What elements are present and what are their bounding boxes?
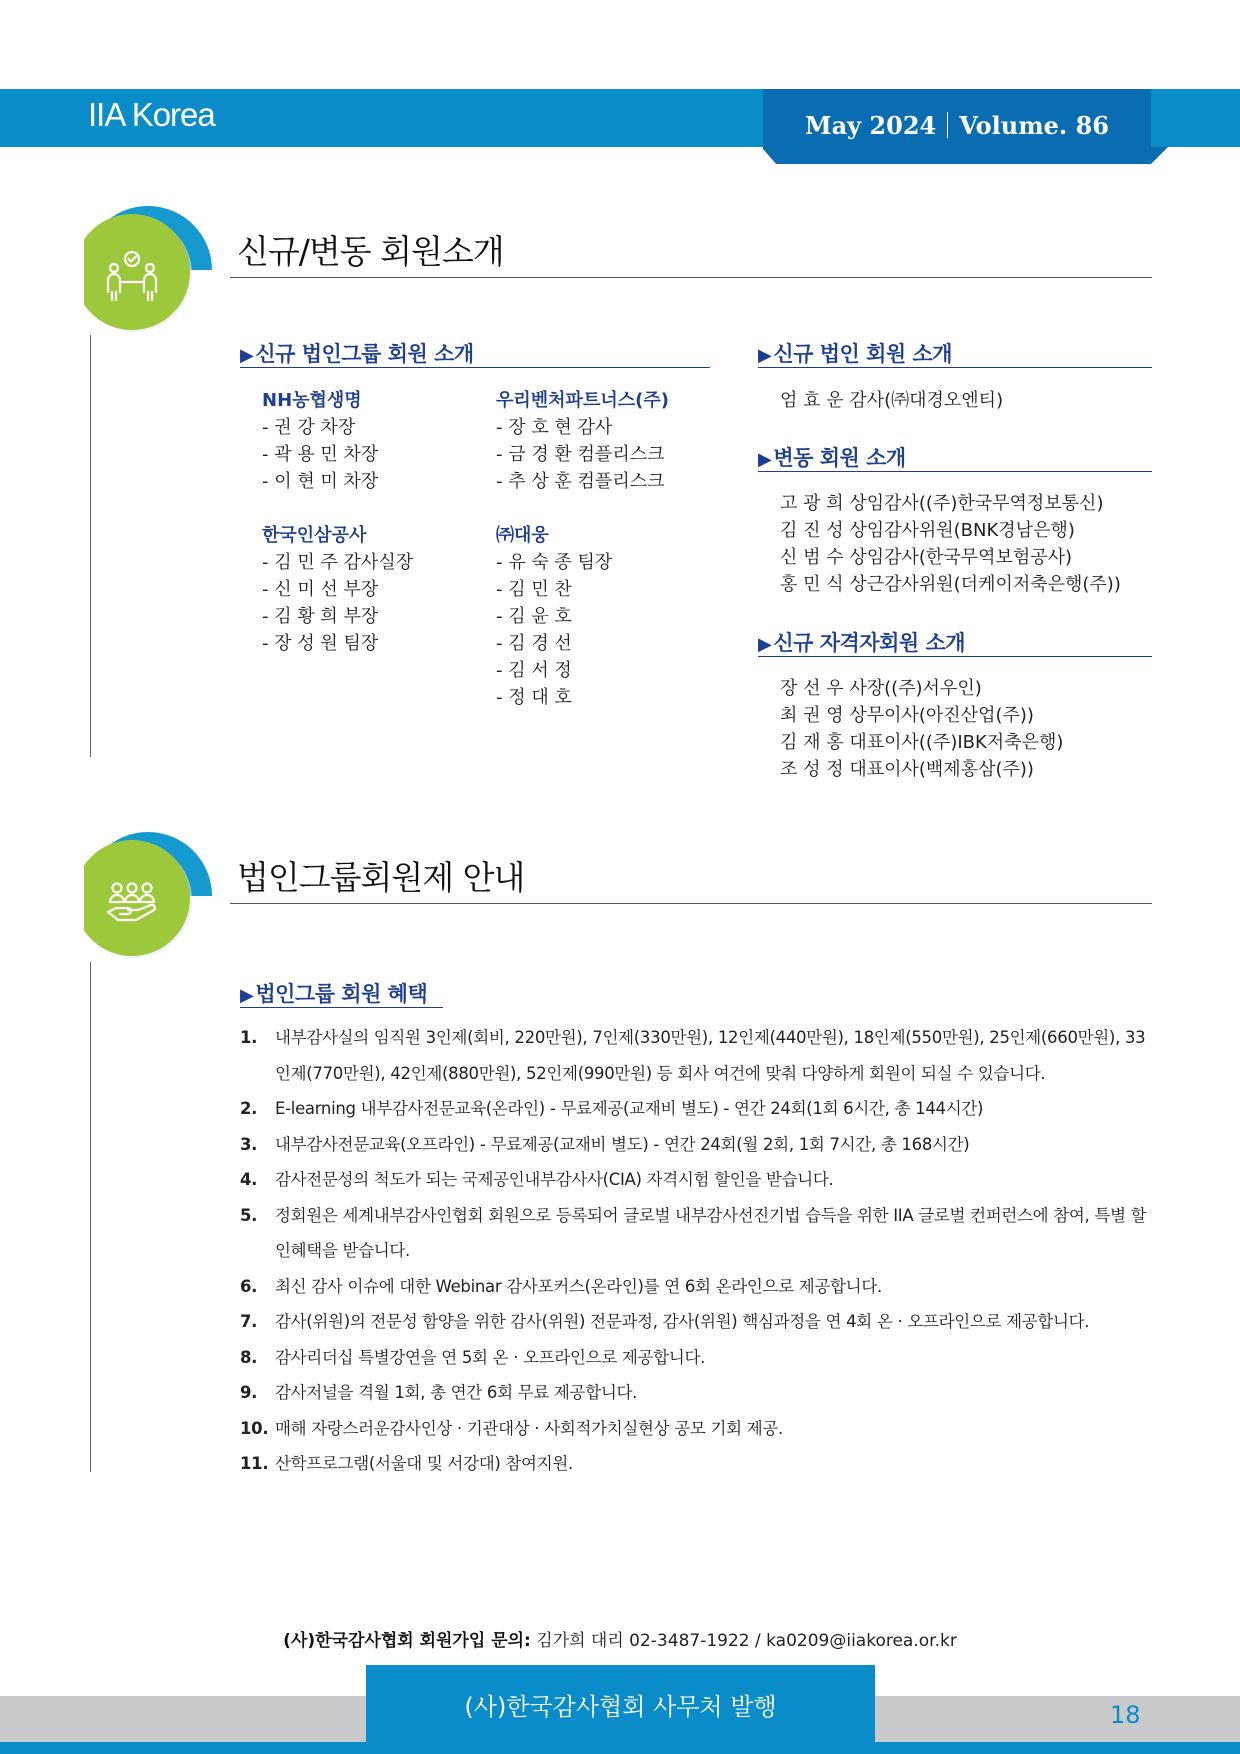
section-divider (230, 277, 1152, 278)
item-number: 4. (240, 1170, 258, 1189)
list-item (240, 1091, 1153, 1127)
subheading-qualified-members: ▶ 신규 자격자회원 소개 (758, 627, 965, 657)
list-item: - 이 현 미 차장 (262, 471, 379, 492)
list-gap (262, 495, 413, 522)
brand-title: IIA Korea (88, 96, 215, 133)
list-item: 김 재 홍 대표이사((주)IBK저축은행) (780, 732, 1064, 753)
item-number: 3. (240, 1134, 258, 1154)
list-item: 고 광 희 상임감사((주)한국무역정보통신) (780, 493, 1104, 514)
company-name: ㈜대웅 (496, 525, 549, 546)
subheading-underline (240, 1007, 443, 1008)
company-name: 우리벤처파트너스(주) (496, 390, 669, 411)
page-number: 18 (1110, 1701, 1141, 1729)
group-member-list-col2 (496, 387, 669, 711)
list-item: - 김 윤 호 (496, 606, 572, 627)
item-number: 9. (240, 1383, 258, 1402)
list-item: 엄 효 운 감사(㈜대경오엔티) (780, 390, 1004, 411)
qualified-member-list (780, 675, 1063, 783)
list-item: 장 선 우 사장((주)서우인) (780, 678, 982, 699)
subheading-underline (758, 471, 1152, 472)
list-item: 홍 민 식 상근감사위원(더케이저축은행(주)) (780, 574, 1121, 595)
corp-member-list (780, 387, 1003, 414)
list-item: 신 범 수 상임감사(한국무역보험공사) (780, 547, 1073, 568)
section-title-group-membership: 법인그룹회원제 안내 (237, 858, 525, 897)
list-item: 최 권 영 상무이사(아진산업(주)) (780, 705, 1034, 726)
footer-bottom-band (0, 1742, 1240, 1754)
item-text: 최신 감사 이슈에 대한 Webinar 감사포커스(온라인)를 연 6회 온라인으로 제공합니다. (275, 1276, 882, 1296)
item-number: 11. (240, 1454, 269, 1473)
list-item (240, 1127, 1153, 1163)
side-rule (90, 962, 91, 1472)
list-item: 김 진 성 상임감사위원(BNK경남은행) (780, 520, 1075, 541)
item-text: 감사(위원)의 전문성 함양을 위한 감사(위원) 전문과정, 감사(위원) 핵심과정을 연 4회 온 · 오프라인으로 제공합니다. (275, 1312, 1090, 1331)
item-text: E-learning 내부감사전문교육(온라인) - 무료제공(교재비 별도) - 연간 24회(1회 6시간, 총 144시간) (275, 1099, 984, 1118)
list-item: - 김 서 정 (496, 660, 572, 681)
list-item (240, 1304, 1153, 1340)
list-item: 조 성 정 대표이사(백제홍삼(주)) (780, 759, 1034, 780)
list-item (240, 1162, 1153, 1198)
list-item (240, 1446, 1153, 1482)
item-text: 감사저널을 격월 1회, 총 연간 6회 무료 제공합니다. (275, 1383, 638, 1402)
item-text: 감사전문성의 척도가 되는 국제공인내부감사사(CIA) 자격시험 할인을 받습니다. (275, 1170, 834, 1189)
publisher-box (366, 1665, 875, 1742)
item-number: 2. (240, 1099, 258, 1118)
item-text: 정회원은 세계내부감사인협회 회원으로 등록되어 글로벌 내부감사선진기법 습득을 위한 IIA 글로벌 컨퍼런스에 참여, 특별 할인혜택을 받습니다. (275, 1205, 1147, 1260)
section-title-members: 신규/변동 회원소개 (237, 232, 504, 271)
list-item: - 신 미 선 부장 (262, 579, 379, 600)
list-item: - 김 민 찬 (496, 579, 572, 600)
company-name: NH농협생명 (262, 390, 362, 411)
list-item (240, 1411, 1153, 1447)
item-number: 6. (240, 1276, 258, 1296)
list-item: - 유 숙 종 팀장 (496, 552, 613, 573)
list-item: - 장 호 현 감사 (496, 417, 613, 438)
subheading-changed-members: ▶ 변동 회원 소개 (758, 442, 906, 472)
list-item: - 추 상 훈 컴플리스크 (496, 471, 665, 492)
subheading-underline (758, 367, 1152, 368)
section-divider (230, 903, 1152, 904)
item-text: 매해 자랑스러운감사인상 · 기관대상 · 사회적가치실현상 공모 기회 제공. (275, 1418, 783, 1438)
item-text: 내부감사전문교육(오프라인) - 무료제공(교재비 별도) - 연간 24회(월 2회, 1회 7시간, 총 168시간) (275, 1134, 970, 1154)
item-number: 1. (240, 1028, 258, 1047)
contact-label: (사)한국감사협회 회원가입 문의: (283, 1631, 531, 1651)
list-item: - 금 경 환 컴플리스크 (496, 444, 665, 465)
item-number: 8. (240, 1347, 258, 1367)
list-item (240, 1340, 1153, 1376)
issue-box (763, 89, 1151, 164)
issue-volume: Volume. 86 (959, 111, 1109, 140)
list-item: - 곽 용 민 차장 (262, 444, 379, 465)
item-text: 산학프로그램(서울대 및 서강대) 참여지원. (275, 1454, 573, 1473)
list-gap (496, 495, 669, 522)
list-item: - 권 강 차장 (262, 417, 356, 438)
benefit-list (240, 1020, 1153, 1482)
list-item: - 김 황 희 부장 (262, 606, 379, 627)
group-member-list-col1 (262, 387, 413, 657)
issue-divider (947, 112, 948, 138)
changed-member-list (780, 490, 1121, 598)
list-item (240, 1020, 1153, 1091)
publisher-text: (사)한국감사협회 사무처 발행 (464, 1693, 777, 1721)
list-item (240, 1198, 1153, 1269)
item-text: 감사리더십 특별강연을 연 5회 온 · 오프라인으로 제공합니다. (275, 1347, 706, 1367)
subheading-benefits: ▶ 법인그룹 회원 혜택 (240, 978, 427, 1008)
contact-line (0, 1626, 1240, 1651)
list-item: - 김 민 주 감사실장 (262, 552, 414, 573)
item-number: 7. (240, 1312, 258, 1331)
list-item: - 장 성 원 팀장 (262, 633, 379, 654)
meeting-people-icon (84, 206, 212, 334)
list-item (240, 1269, 1153, 1305)
item-number: 5. (240, 1205, 258, 1225)
item-text: 내부감사실의 임직원 3인제(회비, 220만원), 7인제(330만원), 12인제(440만원), 18인제(550만원), 25인제(660만원), 33인제(770만원), 42인제(880만원), 52인제(990만원) 등 회사 여건에 맞춰 다양하게 회원이 되실 수 있습니다. (275, 1028, 1146, 1083)
subheading-corp-members: ▶ 신규 법인 회원 소개 (758, 338, 952, 368)
side-rule (90, 335, 91, 757)
list-item: - 정 대 호 (496, 687, 572, 708)
contact-value: 김가희 대리 02-3487-1922 / ka0209@iiakorea.or.kr (536, 1631, 957, 1651)
list-item (240, 1375, 1153, 1411)
group-hand-icon (84, 832, 212, 960)
issue-info (763, 111, 1151, 140)
item-number: 10. (240, 1418, 269, 1438)
subheading-group-members: ▶ 신규 법인그룹 회원 소개 (240, 338, 474, 368)
subheading-underline (240, 367, 710, 368)
issue-date: May 2024 (805, 111, 937, 140)
company-name: 한국인삼공사 (262, 525, 367, 546)
subheading-underline (758, 656, 1152, 657)
list-item: - 김 경 선 (496, 633, 572, 654)
